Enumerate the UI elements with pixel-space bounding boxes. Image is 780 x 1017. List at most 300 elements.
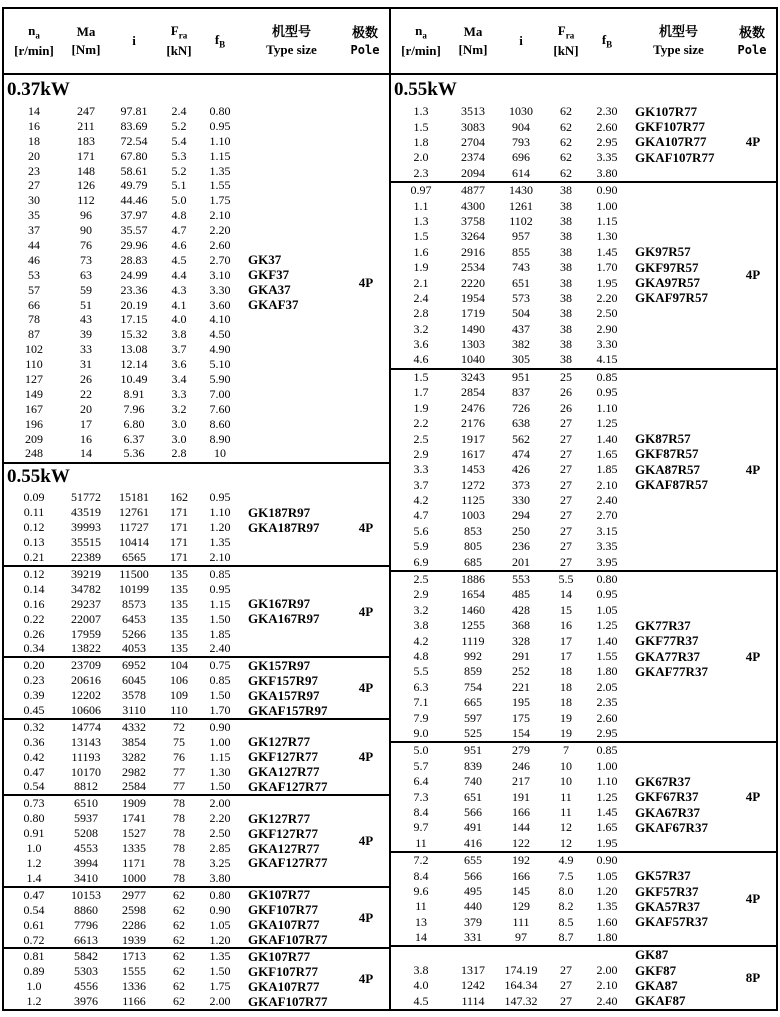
type-size-label: GK67R37 — [635, 773, 691, 789]
cell-fb: 0.95 — [596, 587, 618, 602]
cell-ma: 20 — [80, 401, 92, 416]
cell-na: 9.7 — [413, 820, 429, 835]
cell-ma: 754 — [464, 679, 482, 694]
cell-fb: 1.55 — [596, 649, 618, 664]
cell-fb: 0.80 — [209, 103, 231, 118]
table-header — [4, 9, 389, 75]
cell-i: 504 — [512, 306, 530, 321]
cell-fb: 1.40 — [596, 633, 618, 648]
cell-na: 0.12 — [23, 520, 45, 535]
cell-i: 330 — [512, 493, 530, 508]
cell-fb: 1.65 — [596, 446, 618, 461]
cell-ma: 211 — [77, 118, 95, 133]
table-row — [391, 789, 776, 804]
cell-na: 3.7 — [413, 477, 429, 492]
cell-i: 2584 — [122, 779, 146, 794]
cell-na: 46 — [28, 252, 40, 267]
section-title: 0.55kW — [394, 78, 457, 100]
cell-na: 6.3 — [413, 679, 429, 694]
type-size-label: GKAF37 — [248, 297, 299, 313]
cell-i: 246 — [512, 758, 530, 773]
cell-fb: 1.10 — [596, 400, 618, 415]
cell-i: 1555 — [122, 964, 146, 979]
cell-na: 5.5 — [413, 664, 429, 679]
cell-na: 20 — [28, 148, 40, 163]
cell-fb: 1.00 — [596, 198, 618, 213]
cell-i: 72.54 — [120, 133, 148, 148]
cell-i: 252 — [512, 664, 530, 679]
cell-ma: 1719 — [461, 306, 485, 321]
cell-i: 6045 — [122, 673, 146, 688]
cell-fb: 1.10 — [596, 774, 618, 789]
cell-fb: 1.05 — [209, 917, 231, 932]
cell-i: 145 — [512, 884, 530, 899]
cell-ma: 20616 — [71, 673, 101, 688]
cell-fb: 1.65 — [596, 820, 618, 835]
cell-na: 2.2 — [413, 416, 429, 431]
cell-fra: 78 — [173, 870, 185, 885]
table-row — [4, 720, 389, 735]
cell-i: 485 — [512, 587, 530, 602]
cell-na: 5.0 — [413, 743, 429, 758]
cell-na: 0.21 — [23, 550, 45, 565]
table-row — [391, 649, 776, 664]
cell-fra: 171 — [170, 550, 188, 565]
cell-i: 10414 — [119, 535, 149, 550]
header-fra-symbol: $F_{ra}$ — [557, 23, 575, 41]
table-row — [4, 933, 389, 948]
cell-na: 0.09 — [23, 490, 45, 505]
cell-na: 5.9 — [413, 539, 429, 554]
cell-na: 1.5 — [413, 369, 429, 384]
cell-fra: 5.2 — [171, 118, 187, 133]
cell-ma: 6510 — [74, 796, 98, 811]
cell-i: 1166 — [122, 994, 146, 1009]
table-row — [391, 836, 776, 851]
cell-fra: 38 — [560, 229, 572, 244]
cell-fb: 1.30 — [209, 764, 231, 779]
cell-na: 3.2 — [413, 321, 429, 336]
cell-i: 147.32 — [504, 993, 538, 1008]
cell-na: 4.6 — [413, 352, 429, 367]
rating-group — [4, 656, 389, 718]
table-row — [4, 735, 389, 750]
cell-fra: 75 — [173, 734, 185, 749]
cell-i: 1713 — [122, 949, 146, 964]
type-size-label: GKA187R97 — [248, 519, 320, 535]
cell-i: 7.96 — [123, 401, 145, 416]
cell-fb: 1.85 — [209, 626, 231, 641]
pole-label: 4P — [358, 909, 374, 925]
table-row — [391, 275, 776, 290]
cell-na: 66 — [28, 297, 40, 312]
pole-label: 4P — [358, 680, 374, 696]
table-row — [4, 582, 389, 597]
type-size-label: GKF107R77 — [248, 902, 319, 918]
cell-fb: 1.25 — [596, 618, 618, 633]
table-row — [4, 641, 389, 656]
cell-fra: 4.0 — [171, 312, 187, 327]
table-row — [4, 964, 389, 979]
cell-fra: 19 — [560, 726, 572, 740]
cell-fb: 0.90 — [209, 902, 231, 917]
cell-ma: 951 — [464, 743, 482, 758]
type-size-label: GKAF97R57 — [635, 290, 708, 306]
table-row — [391, 587, 776, 602]
cell-ma: 31 — [80, 357, 92, 372]
cell-na: 2.9 — [413, 587, 429, 602]
cell-na: 4.2 — [413, 633, 429, 648]
cell-ma: 3976 — [74, 994, 98, 1009]
cell-i: 638 — [512, 416, 530, 431]
cell-fra: 38 — [560, 321, 572, 336]
type-size-label: GK107R77 — [248, 887, 311, 903]
header-pole — [341, 24, 389, 58]
cell-fb: 2.10 — [209, 550, 231, 565]
cell-i: 6952 — [122, 658, 146, 673]
cell-ma: 34782 — [71, 581, 101, 596]
cell-fb: 2.60 — [209, 237, 231, 252]
header-fra — [547, 22, 585, 59]
table-row — [391, 416, 776, 431]
cell-fra: 3.2 — [171, 401, 187, 416]
cell-ma: 11193 — [71, 749, 101, 764]
header-ma — [64, 23, 108, 58]
header-fra-unit: [kN] — [166, 43, 192, 59]
cell-na: 0.97 — [410, 183, 432, 198]
cell-i: 2982 — [122, 764, 146, 779]
cell-ma: 992 — [464, 649, 482, 664]
cell-i: 562 — [512, 431, 530, 446]
cell-fra: 27 — [560, 477, 572, 492]
cell-fb: 1.20 — [209, 932, 231, 947]
cell-i: 3854 — [122, 734, 146, 749]
header-ma-symbol: Ma — [76, 24, 96, 40]
cell-fb: 3.35 — [596, 150, 618, 165]
cell-ma: 183 — [77, 133, 95, 148]
cell-fb: 0.85 — [209, 673, 231, 688]
cell-fra: 4.6 — [171, 237, 187, 252]
cell-ma: 10170 — [71, 764, 101, 779]
cell-na: 27 — [28, 178, 40, 193]
header-na-unit: [r/min] — [401, 43, 441, 59]
table-row — [391, 963, 776, 978]
cell-i: 174.19 — [504, 963, 538, 978]
header-fb-symbol: $f_B$ — [214, 32, 226, 50]
table-row — [391, 306, 776, 321]
cell-ma: 10606 — [71, 703, 101, 718]
cell-fra: 4.9 — [558, 853, 574, 868]
table-row — [4, 178, 389, 193]
pole-label: 4P — [358, 274, 374, 290]
cell-na: 0.14 — [23, 581, 45, 596]
cell-ma: 148 — [77, 163, 95, 178]
cell-ma: 651 — [464, 789, 482, 804]
cell-i: 1171 — [122, 855, 146, 870]
cell-i: 15181 — [119, 490, 149, 505]
table-row — [391, 119, 776, 134]
cell-ma: 2916 — [461, 244, 485, 259]
cell-fra: 77 — [173, 764, 185, 779]
table-row — [4, 446, 389, 461]
cell-fb: 4.15 — [596, 352, 618, 367]
table-row — [391, 431, 776, 446]
cell-fra: 38 — [560, 306, 572, 321]
cell-fb: 0.95 — [209, 581, 231, 596]
type-size-label: GKA37 — [248, 282, 291, 298]
cell-fra: 62 — [173, 949, 185, 964]
cell-fb: 2.40 — [596, 993, 618, 1008]
type-size-label: GK87 — [635, 947, 669, 963]
cell-na: 1.8 — [413, 134, 429, 149]
cell-na: 0.36 — [23, 734, 45, 749]
cell-na: 7.3 — [413, 789, 429, 804]
cell-fra: 62 — [173, 932, 185, 947]
cell-fra: 62 — [560, 104, 572, 119]
cell-fra: 135 — [170, 611, 188, 626]
cell-fb: 2.60 — [596, 119, 618, 134]
cell-na: 209 — [25, 431, 43, 446]
header-na-unit: [r/min] — [14, 43, 54, 59]
pole-label: 4P — [745, 134, 761, 150]
cell-na: 5.7 — [413, 758, 429, 773]
cell-i: 166 — [512, 805, 530, 820]
cell-ma: 2176 — [461, 416, 485, 431]
table-row — [4, 119, 389, 134]
table-row — [391, 245, 776, 260]
cell-na: 102 — [25, 342, 43, 357]
table-row — [391, 774, 776, 789]
cell-ma: 43519 — [71, 505, 101, 520]
cell-i: 6.37 — [123, 431, 145, 446]
cell-na: 8.4 — [413, 868, 429, 883]
cell-fb: 0.85 — [596, 743, 618, 758]
cell-na: 57 — [28, 282, 40, 297]
type-size-label: GK97R57 — [635, 244, 691, 260]
cell-fra: 4.5 — [171, 252, 187, 267]
cell-fb: 0.95 — [209, 118, 231, 133]
cell-ma: 4877 — [461, 183, 485, 198]
table-row — [391, 710, 776, 725]
cell-ma: 2220 — [461, 275, 485, 290]
cell-fb: 1.50 — [209, 611, 231, 626]
table-row — [391, 695, 776, 710]
cell-ma: 29237 — [71, 596, 101, 611]
header-pole-unit: Pole — [737, 42, 767, 57]
type-size-label: GKA107R77 — [248, 917, 320, 933]
cell-fra: 27 — [560, 416, 572, 431]
cell-ma: 8860 — [74, 902, 98, 917]
cell-fra: 4.1 — [171, 297, 187, 312]
cell-na: 0.23 — [23, 673, 45, 688]
cell-fb: 1.25 — [596, 789, 618, 804]
right-panel — [389, 9, 776, 1009]
cell-ma: 90 — [80, 223, 92, 238]
table-row — [391, 322, 776, 337]
table-row — [4, 357, 389, 372]
cell-i: 743 — [512, 260, 530, 275]
rating-group — [4, 794, 389, 885]
table-row — [391, 370, 776, 385]
cell-ma: 76 — [80, 237, 92, 252]
cell-ma: 26 — [80, 371, 92, 386]
cell-ma: 22 — [80, 386, 92, 401]
cell-fb: 2.20 — [596, 290, 618, 305]
cell-i: 5.36 — [123, 446, 145, 461]
cell-i: 368 — [512, 618, 530, 633]
cell-ma: 1886 — [461, 572, 485, 587]
header-i-symbol: i — [132, 33, 136, 49]
header-type-size-unit: Type size — [266, 42, 317, 57]
cell-ma: 17 — [80, 416, 92, 431]
cell-ma: 1272 — [461, 477, 485, 492]
table-row — [4, 871, 389, 886]
cell-na: 196 — [25, 416, 43, 431]
cell-i: 793 — [512, 134, 530, 149]
rating-group — [391, 851, 776, 945]
table-row — [4, 223, 389, 238]
type-size-label: GKF87R57 — [635, 446, 699, 462]
table-row — [391, 664, 776, 679]
type-size-label: GKF67R37 — [635, 789, 699, 805]
cell-fra: 62 — [560, 165, 572, 180]
rating-group — [4, 104, 389, 462]
cell-i: 129 — [512, 899, 530, 914]
table-row — [391, 135, 776, 150]
cell-fb: 3.30 — [209, 282, 231, 297]
cell-na: 0.42 — [23, 749, 45, 764]
pole-label: 4P — [358, 971, 374, 987]
cell-i: 837 — [512, 385, 530, 400]
cell-i: 437 — [512, 321, 530, 336]
table-row — [391, 291, 776, 306]
cell-i: 201 — [512, 554, 530, 569]
header-fb — [198, 31, 242, 51]
cell-na: 0.72 — [23, 932, 45, 947]
cell-ma: 4300 — [461, 198, 485, 213]
cell-i: 97.81 — [120, 103, 148, 118]
cell-na: 6.4 — [413, 774, 429, 789]
table-row — [391, 743, 776, 758]
cell-na: 3.8 — [413, 618, 429, 633]
cell-i: 11727 — [119, 520, 149, 535]
cell-ma: 566 — [464, 868, 482, 883]
cell-fra: 78 — [173, 841, 185, 856]
table-row — [391, 462, 776, 477]
cell-ma: 14 — [80, 446, 92, 461]
cell-na: 1.2 — [26, 994, 42, 1009]
cell-i: 12.14 — [120, 357, 148, 372]
cell-fb: 0.75 — [209, 658, 231, 673]
cell-fb: 1.25 — [596, 416, 618, 431]
table-row — [391, 447, 776, 462]
cell-fra: 104 — [170, 658, 188, 673]
cell-fb: 5.10 — [209, 357, 231, 372]
cell-fra: 4.7 — [171, 223, 187, 238]
cell-fb: 7.60 — [209, 401, 231, 416]
cell-fra: 5.0 — [171, 193, 187, 208]
type-size-label: GKA87 — [635, 977, 678, 993]
cell-fb: 3.35 — [596, 539, 618, 554]
cell-na: 3.6 — [413, 337, 429, 352]
cell-i: 2977 — [122, 887, 146, 902]
cell-i: 35.57 — [120, 223, 148, 238]
cell-na: 0.47 — [23, 887, 45, 902]
cell-ma: 2094 — [461, 165, 485, 180]
cell-fb: 1.15 — [209, 749, 231, 764]
cell-fb: 1.95 — [596, 275, 618, 290]
cell-fb: 3.80 — [209, 870, 231, 885]
type-size-label: GK87R57 — [635, 431, 691, 447]
cell-ma: 1303 — [461, 337, 485, 352]
rating-group — [4, 718, 389, 794]
cell-fb: 1.35 — [209, 535, 231, 550]
header-type-size — [629, 23, 728, 58]
cell-ma: 740 — [464, 774, 482, 789]
cell-fb: 1.75 — [209, 979, 231, 994]
cell-i: 951 — [512, 369, 530, 384]
cell-ma: 39 — [80, 327, 92, 342]
cell-i: 4332 — [122, 719, 146, 734]
cell-i: 154 — [512, 726, 530, 740]
cell-i: 328 — [512, 633, 530, 648]
table-row — [391, 214, 776, 229]
type-size-label: GKF127R77 — [248, 749, 319, 765]
cell-i: 1741 — [122, 811, 146, 826]
cell-na: 3.8 — [413, 963, 429, 978]
header-fra-symbol: $F_{ra}$ — [170, 23, 188, 41]
cell-na: 0.47 — [23, 764, 45, 779]
cell-fb: 1.15 — [596, 213, 618, 228]
cell-fb: 0.85 — [596, 369, 618, 384]
cell-fb: 2.40 — [209, 641, 231, 656]
cell-fb: 2.95 — [596, 134, 618, 149]
header-fb-symbol: $f_B$ — [601, 32, 613, 50]
cell-fra: 3.0 — [171, 416, 187, 431]
table-row — [4, 505, 389, 520]
pole-label: 4P — [745, 648, 761, 664]
cell-ma: 655 — [464, 853, 482, 868]
type-size-label: GKA127R77 — [248, 764, 320, 780]
cell-fra: 27 — [560, 446, 572, 461]
table-row — [391, 493, 776, 508]
table-row — [391, 166, 776, 181]
cell-i: 166 — [512, 868, 530, 883]
type-size-label: GK107R77 — [248, 948, 311, 964]
cell-fb: 1.30 — [596, 229, 618, 244]
cell-i: 29.96 — [120, 237, 148, 252]
type-size-label: GKAF57R37 — [635, 914, 708, 930]
cell-na: 7.9 — [413, 710, 429, 725]
cell-ma: 1453 — [461, 462, 485, 477]
header-pole-symbol: 极数 — [351, 25, 378, 41]
cell-na: 35 — [28, 208, 40, 223]
cell-fb: 1.20 — [596, 884, 618, 899]
cell-fra: 10 — [560, 758, 572, 773]
header-pole — [728, 24, 776, 58]
cell-fra: 62 — [560, 134, 572, 149]
table-row — [4, 298, 389, 313]
type-size-label: GK187R97 — [248, 504, 311, 520]
type-size-label: GKAF87R57 — [635, 477, 708, 493]
cell-ma: 112 — [77, 193, 95, 208]
header-ma-symbol: Ma — [463, 24, 483, 40]
table-row — [391, 726, 776, 741]
cell-na: 0.54 — [23, 779, 45, 794]
cell-na: 0.20 — [23, 658, 45, 673]
cell-fb: 1.20 — [209, 520, 231, 535]
cell-fra: 19 — [560, 710, 572, 725]
